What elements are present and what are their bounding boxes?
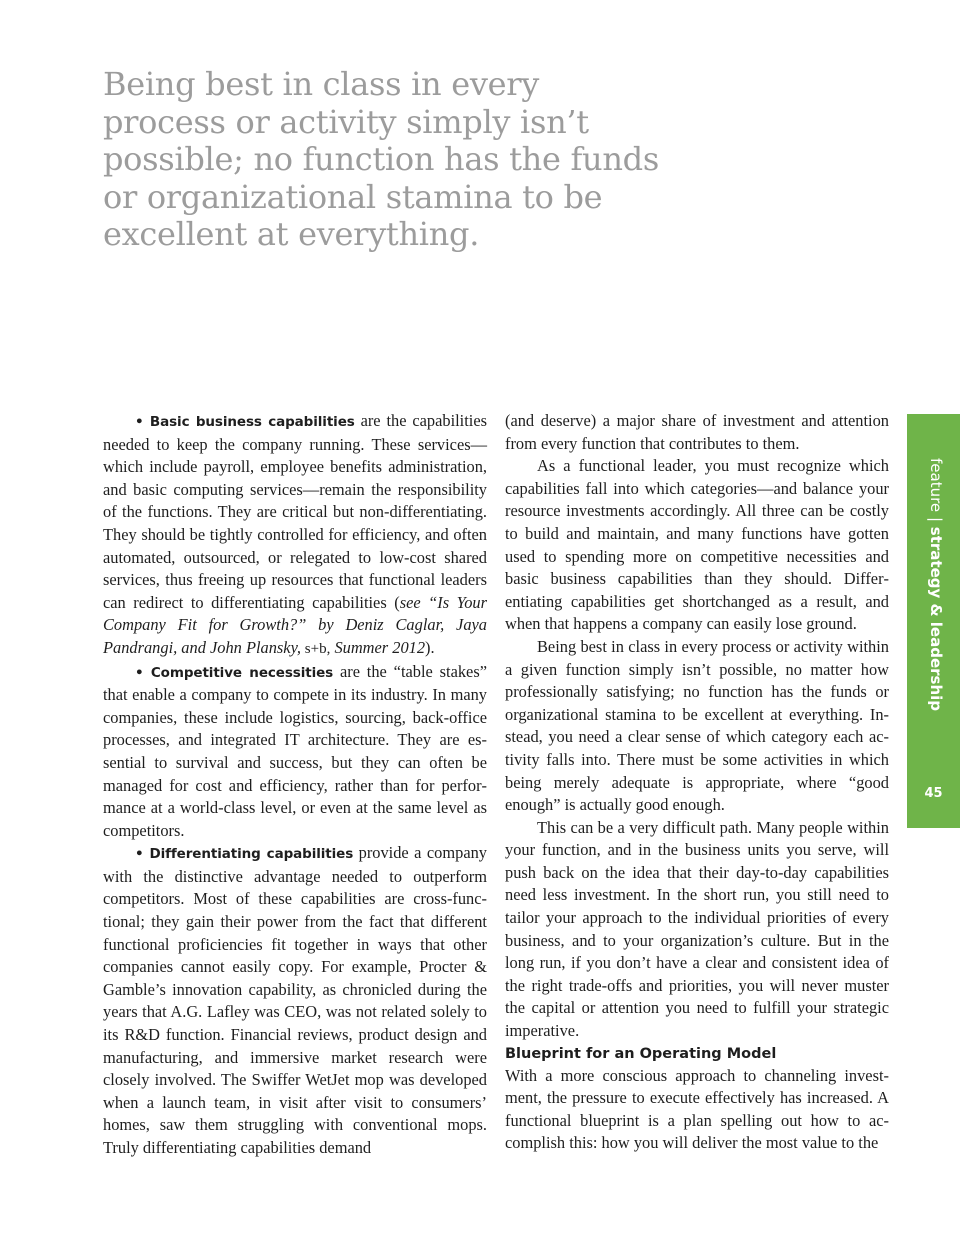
paragraph-best-in-class: Being best in class in every process or activity within a given function simply isn’t possible, no matter how professionally satisfying; no function has the funds or organizational stamina to be excellent at everything. Instead, you need a clear sense of which category each activity falls into. There must be some activities in which being merely adequate is appropriate, where “good enough” is actually good enough. [505,636,889,815]
paragraph-blueprint: With a more conscious approach to channeling investment, the pressure to execute effectively has increased. A functional blueprint is a plan spelling out how to accomplish this: how you will deliver the most value to the [505,1065,889,1153]
section-topic: strategy & leadership [927,526,945,712]
citation: see “Is Your Company Fit for Growth?” by Deniz Caglar, Jaya Pandrangi, and John Plansky, [103,592,487,657]
citation-date: Summer 2012 [330,637,426,657]
section-name: feature [927,458,945,513]
lead-basic-capabilities: • Basic business capabilities [135,414,355,430]
paragraph-differentiating-capabilities [103,842,487,1159]
body-text: provide a company with the distinctive advantage needed to outperform competitors. Most of these capabilities are cross-functional; they gain their power from the fact that different functional proficiencies fit together in ways that other companies cannot easily copy. For example, Procter & Gamble’s innovation capability, as chronicled during the years that A.G. Lafley was CEO, was not related solely to its R&D function. Financial reviews, product design and manufacturing, and immersive market research were closely involved. The Swiffer WetJet mop was developed when a launch team, in visit after visit to consumers’ homes, saw them struggling with conventional mops. Truly differentiating capabilities demand [103,843,487,1157]
body-text: ). [425,637,435,657]
section-heading: Blueprint for an Operating Model [505,1045,777,1062]
left-column [103,410,487,1160]
body-text: are the “table stakes” that enable a company to compete in its industry. In many companies, these include logistics, sourcing, back-office processes, and integrated IT architecture. They are essential to survival and success, but they can often be managed for cost and efficiency, rather than for performance at a world-class level, or even at the same level as competitors. [103,661,487,840]
paragraph-continuation: (and deserve) a major share of investment and attention from every function that contributes to them. [505,411,889,453]
paragraph-basic-capabilities [103,410,487,661]
paragraph-functional-leader: As a functional leader, you must recognize which capabilities fall into which categories—and balance your resource investments accordingly. All three can be costly to build and maintain, and many functions have gotten used to spending more on competitive necessities and basic business capabilities than they should. Differentiating capabilities get shortchanged as a result, and when that happens a company can easily lose ground. [505,456,889,634]
section-separator: | [927,516,945,522]
publication-name: s+b, [301,640,331,657]
lead-competitive-necessities: • Competitive necessities [135,664,334,681]
section-label [921,458,945,718]
body-text: are the capabilities needed to keep the company running. These services—which include payroll, employee benefits administration, and basic computing services—remain the responsibility of the functions. They are critical but non-differentiating. They should be tightly controlled for efficiency, and often automated, outsourced, or relegated to low-cost shared services, thus freeing up resources that functional leaders can redirect to differentiating capabilities ( [103,411,487,612]
page-number: 45 [924,786,943,801]
paragraph-difficult-path: This can be a very difficult path. Many people within your function, and in the business units you serve, will push back on the idea that their day-to-day capabilities need less investment. In the short run, you still need to tailor your approach to the individual priorities of every business, and to your organization’s culture. But in the long run, if you don’t have a clear and consistent idea of the right trade-offs and priorities, you will never muster the capital or attention you need to fulfill your strategic imperative. [505,817,889,1041]
lead-differentiating-capabilities: • Differentiating capabilities [135,846,354,863]
paragraph-competitive-necessities [103,661,487,843]
pull-quote: Being best in class in every process or activity simply isn’t possible; no function has the funds or organizational stamina to be excellent at everything. [103,65,659,253]
section-tab [907,414,960,828]
right-column [505,410,889,1155]
